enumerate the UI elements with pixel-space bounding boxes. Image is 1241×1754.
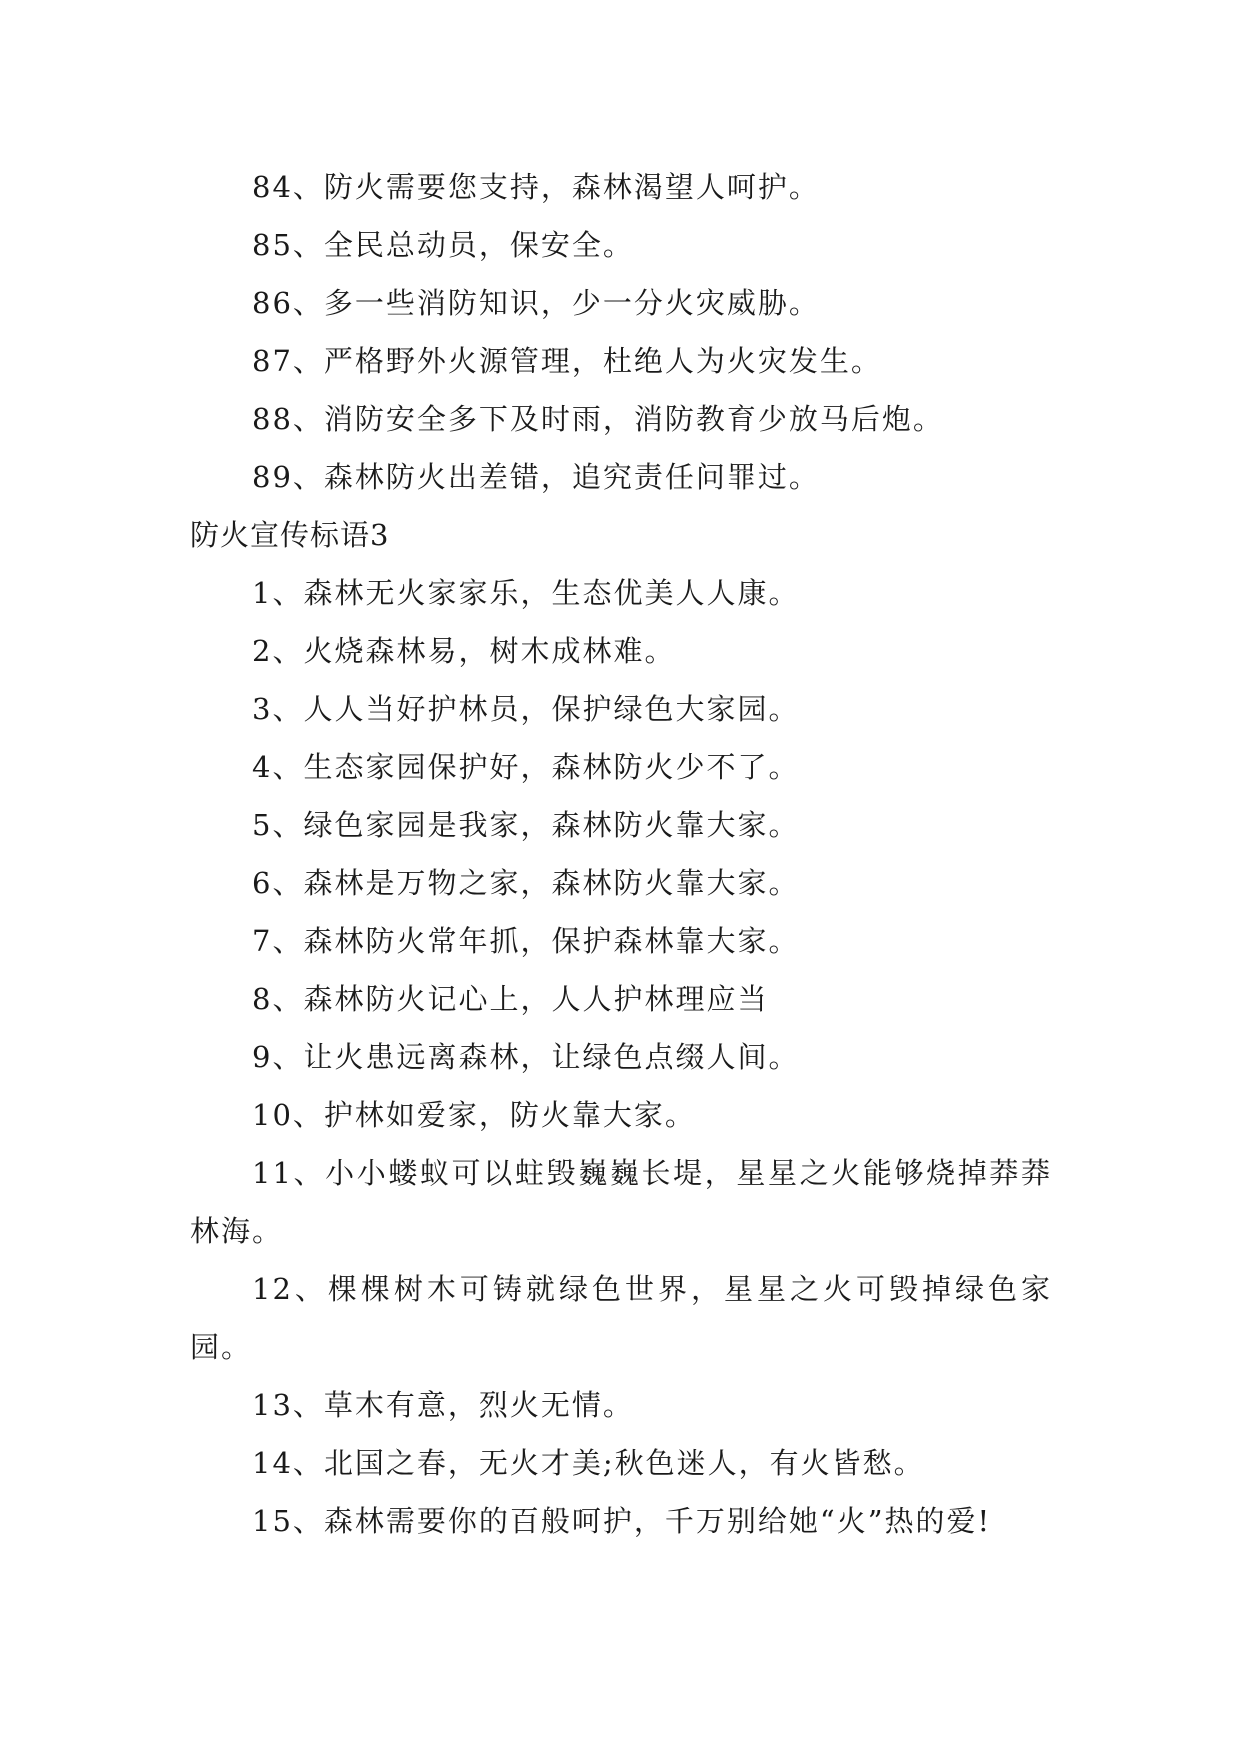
slogan-item-2: 2、火烧森林易，树木成林难。	[252, 634, 676, 668]
slogan-item-11: 11、小小蝼蚁可以蛀毁巍巍长堤，星星之火能够烧掉莽莽林海。	[190, 1156, 1052, 1248]
slogan-item-86: 86、多一些消防知识，少一分火灾威胁。	[252, 286, 820, 320]
slogan-item-89: 89、森林防火出差错，追究责任问罪过。	[252, 460, 820, 494]
slogan-item-14: 14、北国之春，无火才美;秋色迷人，有火皆愁。	[252, 1446, 925, 1480]
section-heading: 防火宣传标语3	[190, 518, 390, 552]
slogan-item-5: 5、绿色家园是我家，森林防火靠大家。	[252, 808, 800, 842]
slogan-item-7: 7、森林防火常年抓，保护森林靠大家。	[252, 924, 800, 958]
slogan-item-8: 8、森林防火记心上，人人护林理应当	[252, 982, 769, 1016]
slogan-item-85: 85、全民总动员，保安全。	[252, 228, 634, 262]
slogan-item-15: 15、森林需要你的百般呵护，千万别给她“火”热的爱!	[252, 1504, 992, 1538]
document-body	[190, 158, 1052, 1550]
slogan-item-13: 13、草木有意，烈火无情。	[252, 1388, 634, 1422]
slogan-item-10: 10、护林如爱家，防火靠大家。	[252, 1098, 696, 1132]
slogan-item-88: 88、消防安全多下及时雨，消防教育少放马后炮。	[252, 402, 944, 436]
slogan-item-3: 3、人人当好护林员，保护绿色大家园。	[252, 692, 800, 726]
slogan-item-4: 4、生态家园保护好，森林防火少不了。	[252, 750, 800, 784]
slogan-item-6: 6、森林是万物之家，森林防火靠大家。	[252, 866, 800, 900]
slogan-item-9: 9、让火患远离森林，让绿色点缀人间。	[252, 1040, 800, 1074]
slogan-item-12: 12、棵棵树木可铸就绿色世界，星星之火可毁掉绿色家园。	[190, 1272, 1052, 1364]
slogan-item-87: 87、严格野外火源管理，杜绝人为火灾发生。	[252, 344, 882, 378]
slogan-item-84: 84、防火需要您支持，森林渴望人呵护。	[252, 170, 820, 204]
slogan-item-1: 1、森林无火家家乐，生态优美人人康。	[252, 576, 800, 610]
